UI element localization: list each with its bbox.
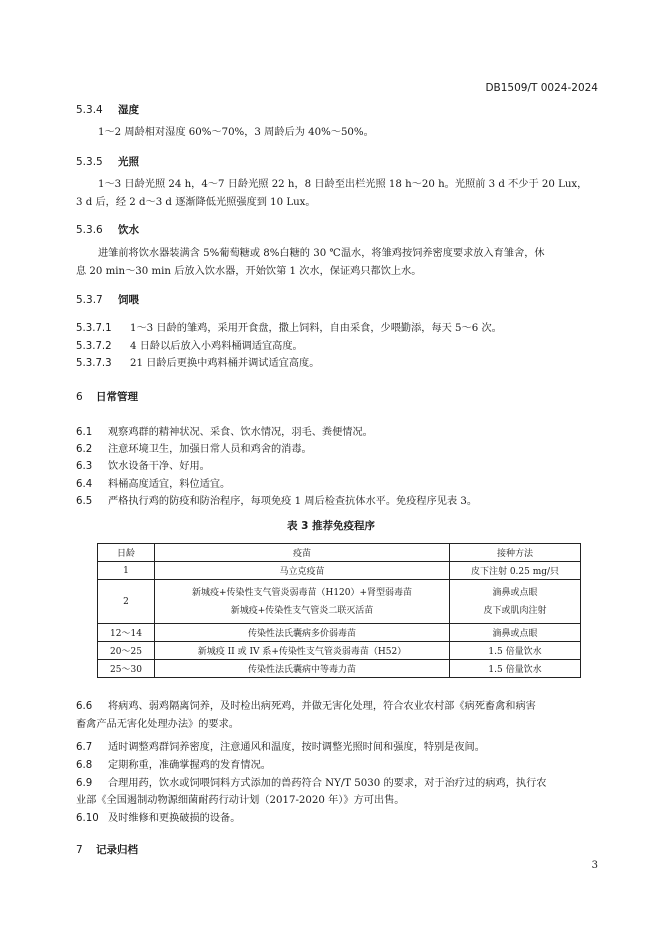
cell-vaccine: 传染性法氏囊病中等毒力苗 <box>155 660 450 678</box>
section-5-3-5-heading <box>76 154 139 169</box>
table-row <box>98 580 581 624</box>
list-item <box>76 457 210 472</box>
item-number: 6.9 <box>76 778 93 789</box>
item-text: 合理用药，饮水或饲喂饲料方式添加的兽药符合 NY/T 5030 的要求，对于治疗过的病鸡，执行农 <box>108 778 547 789</box>
section-number: 5.3.7 <box>76 294 103 306</box>
list-item <box>76 809 240 824</box>
list-item <box>76 738 485 753</box>
cell-age: 2 <box>98 580 155 624</box>
item-text: 观察鸡群的精神状况、采食、饮水情况，羽毛、粪便情况。 <box>108 427 373 438</box>
cell-age: 20～25 <box>98 642 155 660</box>
section-title: 光照 <box>118 156 139 168</box>
section-5-3-4-heading <box>76 102 139 117</box>
section-6-heading <box>76 389 138 404</box>
header-vaccine: 疫苗 <box>155 544 450 562</box>
water-text-line1: 进雏前将饮水器装满含 5%葡萄糖或 8%白糖的 30 ℃温水，将雏鸡按饲养密度要求放入育雏舍，休 <box>98 248 545 259</box>
list-item <box>76 475 230 490</box>
cell-method-line: 滴鼻或点眼 <box>492 587 538 598</box>
item-text: 注意环境卫生，加强日常人员和鸡舍的消毒。 <box>108 444 312 455</box>
cell-method <box>450 580 581 624</box>
cell-vaccine: 马立克疫苗 <box>155 562 450 580</box>
cell-vaccine-line: 新城疫+传染性支气管炎二联灭活苗 <box>230 605 374 616</box>
cell-method: 滴鼻或点眼 <box>450 624 581 642</box>
item-number: 6.3 <box>76 461 93 472</box>
table-header-row <box>98 544 581 562</box>
section-number: 5.3.4 <box>76 104 103 116</box>
item-number: 6.5 <box>76 496 93 507</box>
cell-vaccine-line: 新城疫+传染性支气管炎弱毒苗（H120）+肾型弱毒苗 <box>191 587 413 598</box>
page-number: 3 <box>591 860 598 871</box>
item-text-continuation: 畜禽产品无害化处理办法》的要求。 <box>76 719 239 730</box>
table-row <box>98 642 581 660</box>
section-title: 记录归档 <box>96 844 138 856</box>
item-text: 21 日龄后更换中鸡料桶并调试适宜高度。 <box>130 358 320 369</box>
item-text: 及时维修和更换破损的设备。 <box>108 813 241 824</box>
item-number: 6.8 <box>76 760 93 771</box>
item-number: 6.7 <box>76 742 93 753</box>
section-number: 5.3.5 <box>76 156 103 168</box>
humidity-text: 1～2 周龄相对湿度 60%～70%，3 周龄后为 40%～50%。 <box>98 127 374 138</box>
cell-vaccine <box>155 580 450 624</box>
cell-age: 12～14 <box>98 624 155 642</box>
item-number: 5.3.7.1 <box>76 323 112 334</box>
cell-vaccine: 传染性法氏囊病多价弱毒苗 <box>155 624 450 642</box>
water-text-line2: 息 20 min～30 min 后放入饮水器，开始饮第 1 次水，保证鸡只都饮上水。 <box>76 266 422 277</box>
item-number: 6.4 <box>76 479 93 490</box>
cell-method: 皮下注射 0.25 mg/只 <box>450 562 581 580</box>
item-text: 料桶高度适宜，料位适宜。 <box>108 479 231 490</box>
lighting-text-line2: 3 d 后，经 2 d～3 d 逐渐降低光照强度到 10 Lux。 <box>76 197 316 208</box>
cell-age: 25～30 <box>98 660 155 678</box>
list-item <box>76 423 373 438</box>
item-text-continuation: 业部《全国遏制动物源细菌耐药行动计划（2017-2020 年）》方可出售。 <box>76 795 405 806</box>
header-method: 接种方法 <box>450 544 581 562</box>
table-row <box>98 624 581 642</box>
table-row <box>98 660 581 678</box>
cell-vaccine: 新城疫 II 或 IV 系+传染性支气管炎弱毒苗（H52） <box>155 642 450 660</box>
cell-method-line: 皮下或肌肉注射 <box>483 605 547 616</box>
section-number: 7 <box>76 844 83 856</box>
section-number: 5.3.6 <box>76 224 103 236</box>
section-number: 6 <box>76 391 83 403</box>
item-number: 6.6 <box>76 701 93 712</box>
item-text: 严格执行鸡的防疫和防治程序，每项免疫 1 周后检查抗体水平。免疫程序见表 3。 <box>108 496 478 507</box>
cell-method: 1.5 倍量饮水 <box>450 660 581 678</box>
list-item <box>76 774 546 789</box>
section-title: 湿度 <box>118 104 139 116</box>
section-5-3-7-heading <box>76 292 139 307</box>
item-number: 6.1 <box>76 427 93 438</box>
list-item <box>76 756 271 771</box>
list-item <box>76 697 536 712</box>
list-item <box>76 319 502 334</box>
item-number: 6.2 <box>76 444 93 455</box>
item-number: 6.10 <box>76 813 99 824</box>
section-title: 饲喂 <box>118 294 139 306</box>
section-5-3-6-heading <box>76 222 139 237</box>
item-text: 将病鸡、弱鸡隔离饲养，及时检出病死鸡，并做无害化处理，符合农业农村部《病死畜禽和病害 <box>108 701 536 712</box>
item-text: 定期称重，准确掌握鸡的发育情况。 <box>108 760 271 771</box>
item-text: 4 日龄以后放入小鸡料桶调适宜高度。 <box>130 341 303 352</box>
document-code: DB1509/T 0024-2024 <box>485 82 598 94</box>
section-title: 饮水 <box>118 224 139 236</box>
cell-method: 1.5 倍量饮水 <box>450 642 581 660</box>
item-number: 5.3.7.3 <box>76 358 112 369</box>
table-row <box>98 562 581 580</box>
list-item <box>76 337 303 352</box>
lighting-text-line1: 1～3 日龄光照 24 h，4～7 日龄光照 22 h，8 日龄至出栏光照 18 h～20 h。光照前 3 d 不少于 20 Lux， <box>98 179 588 190</box>
header-age: 日龄 <box>98 544 155 562</box>
list-item <box>76 492 477 507</box>
cell-age: 1 <box>98 562 155 580</box>
immunization-table <box>97 543 581 678</box>
item-text: 适时调整鸡群饲养密度，注意通风和温度，按时调整光照时间和强度，特别是夜间。 <box>108 742 485 753</box>
section-7-heading <box>76 842 138 857</box>
list-item <box>76 440 312 455</box>
item-text: 1～3 日龄的雏鸡，采用开食盘，撒上饲料，自由采食，少喂勤添，每天 5～6 次。 <box>130 323 502 334</box>
item-text: 饮水设备干净、好用。 <box>108 461 210 472</box>
item-number: 5.3.7.2 <box>76 341 112 352</box>
table-caption: 表 3 推荐免疫程序 <box>286 520 376 532</box>
list-item <box>76 354 319 369</box>
section-title: 日常管理 <box>96 391 138 403</box>
